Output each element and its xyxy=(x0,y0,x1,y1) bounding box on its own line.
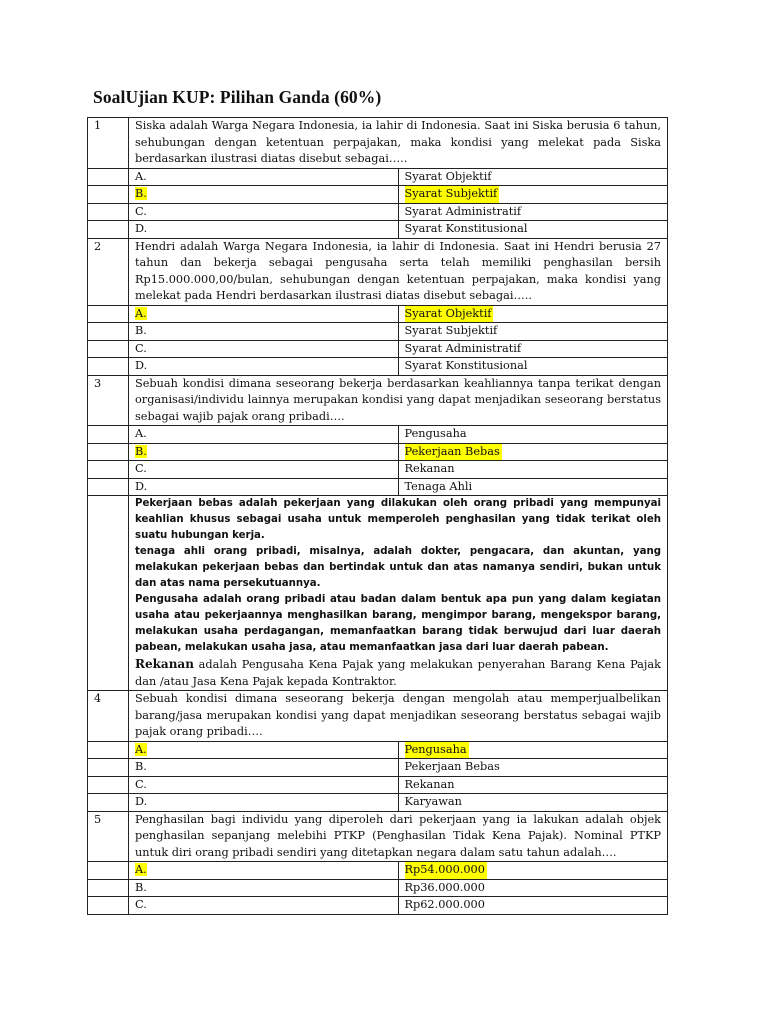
option-letter-text: D. xyxy=(135,359,148,372)
option-letter xyxy=(129,168,399,186)
empty-cell xyxy=(88,221,129,239)
empty-cell xyxy=(88,478,129,496)
option-row xyxy=(88,741,668,759)
option-answer xyxy=(398,897,668,915)
option-text: Tenaga Ahli xyxy=(404,479,473,493)
option-answer xyxy=(398,794,668,812)
option-letter xyxy=(129,340,399,358)
empty-cell xyxy=(88,897,129,915)
question-text: Siska adalah Warga Negara Indonesia, ia lahir di Indonesia. Saat ini Siska berusia 6 tahun, sehubungan dengan ketentuan perpajakan, maka kondisi yang melekat pada Siska berdasarkan ilustrasi diatas disebut sebagai….. xyxy=(129,118,668,169)
question-number: 5 xyxy=(88,811,129,862)
option-letter-text: A. xyxy=(135,306,147,320)
empty-cell xyxy=(88,203,129,221)
option-letter-text: B. xyxy=(135,880,147,894)
option-answer xyxy=(398,478,668,496)
term-rekanan-definition: adalah Pengusaha Kena Pajak yang melakukan penyerahan Barang Kena Pajak dan /atau Jasa Kena Pajak kepada Kontraktor. xyxy=(135,658,661,688)
option-letter xyxy=(129,759,399,777)
empty-cell xyxy=(88,305,129,323)
question-row xyxy=(88,238,668,305)
option-text: Syarat Administratif xyxy=(404,204,522,218)
option-row xyxy=(88,186,668,204)
question-text: Penghasilan bagi individu yang diperoleh dari pekerjaan yang ia lakukan adalah objek penghasilan sepanjang melebihi PTKP (Penghasilan Tidak Kena Pajak). Nominal PTKP untuk diri orang pribadi sendiri yang ditetapkan negara dalam satu tahun adalah…. xyxy=(129,811,668,862)
empty-cell xyxy=(88,340,129,358)
option-letter-text: C. xyxy=(135,341,147,355)
option-row xyxy=(88,323,668,341)
option-letter-text: D. xyxy=(135,479,148,493)
explanation-paragraph-rekanan xyxy=(135,656,661,690)
option-letter-text: C. xyxy=(135,462,147,475)
correct-answer-text: Syarat Subjektif xyxy=(405,186,500,203)
option-letter xyxy=(129,323,399,341)
empty-cell xyxy=(88,461,129,479)
option-text: Pekerjaan Bebas xyxy=(404,760,500,773)
option-letter-text: D. xyxy=(135,222,148,235)
option-row xyxy=(88,443,668,461)
option-text: Syarat Subjektif xyxy=(404,324,498,337)
explanation-paragraph: Pengusaha adalah orang pribadi atau badan dalam bentuk apa pun yang dalam kegiatan usaha atau pekerjaannya menghasilkan barang, mengimpor barang, mengekspor barang, melakukan usaha perdagangan, memanfaatkan barang tidak berwujud dari luar daerah pabean, melakukan usaha jasa, atau memanfaatkan jasa dari luar daerah pabean. xyxy=(135,594,661,653)
option-answer xyxy=(398,358,668,376)
option-answer-correct xyxy=(398,741,668,759)
question-row xyxy=(88,691,668,742)
explanation-paragraph: tenaga ahli orang pribadi, misalnya, adalah dokter, pengacara, dan akuntan, yang melakukan pekerjaan bebas dan bertindak untuk dan atas namanya sendiri, bukan untuk dan atas nama persekutuannya. xyxy=(135,546,661,589)
option-row xyxy=(88,759,668,777)
option-answer xyxy=(398,879,668,897)
option-row xyxy=(88,426,668,444)
question-text: Sebuah kondisi dimana seseorang bekerja berdasarkan keahliannya tanpa terikat dengan organisasi/individu lainnya merupakan kondisi yang dapat menjadikan seseorang berstatus sebagai wajib pajak orang pribadi…. xyxy=(129,375,668,426)
option-row xyxy=(88,168,668,186)
question-number: 3 xyxy=(88,375,129,426)
option-text: Rp62.000.000 xyxy=(404,898,485,911)
empty-cell xyxy=(88,776,129,794)
empty-cell xyxy=(88,426,129,444)
option-row xyxy=(88,879,668,897)
option-text: Syarat Konstitusional xyxy=(404,222,528,235)
option-text: Rekanan xyxy=(404,777,455,791)
option-row xyxy=(88,340,668,358)
correct-answer-text: Pengusaha xyxy=(405,742,469,759)
question-table xyxy=(87,117,668,915)
option-letter-text: A. xyxy=(135,863,147,876)
explanation-cell xyxy=(129,496,668,691)
option-letter xyxy=(129,443,399,461)
question-row xyxy=(88,375,668,426)
option-text: Rp36.000.000 xyxy=(404,880,485,894)
option-letter xyxy=(129,741,399,759)
empty-cell xyxy=(88,794,129,812)
option-letter-text: B. xyxy=(135,760,147,773)
option-answer xyxy=(398,461,668,479)
question-text: Sebuah kondisi dimana seseorang bekerja dengan mengolah atau memperjualbelikan barang/jasa merupakan kondisi yang dapat menjadikan seseorang berstatus sebagai wajib pajak orang pribadi…. xyxy=(129,691,668,742)
option-letter-text: C. xyxy=(135,898,147,911)
option-row xyxy=(88,897,668,915)
option-letter xyxy=(129,879,399,897)
option-text: Syarat Konstitusional xyxy=(404,359,528,372)
option-answer xyxy=(398,340,668,358)
empty-cell xyxy=(88,358,129,376)
empty-cell xyxy=(88,862,129,880)
option-row xyxy=(88,305,668,323)
option-letter xyxy=(129,426,399,444)
option-letter xyxy=(129,186,399,204)
option-letter xyxy=(129,794,399,812)
explanation-row xyxy=(88,496,668,691)
option-letter-text: B. xyxy=(135,324,147,337)
option-letter xyxy=(129,221,399,239)
empty-cell xyxy=(88,323,129,341)
term-rekanan: Rekanan xyxy=(135,657,194,671)
option-text: Pengusaha xyxy=(404,427,467,440)
option-letter xyxy=(129,461,399,479)
option-letter xyxy=(129,776,399,794)
question-row xyxy=(88,811,668,862)
option-letter-text: A. xyxy=(135,169,147,183)
option-row xyxy=(88,358,668,376)
option-letter-text: A. xyxy=(135,427,147,440)
option-row xyxy=(88,794,668,812)
option-letter-text: B. xyxy=(135,187,147,200)
option-row xyxy=(88,776,668,794)
option-letter-text: C. xyxy=(135,777,147,791)
option-answer xyxy=(398,426,668,444)
option-letter xyxy=(129,862,399,880)
option-answer xyxy=(398,168,668,186)
option-answer xyxy=(398,221,668,239)
empty-cell xyxy=(88,741,129,759)
question-number: 2 xyxy=(88,238,129,305)
option-answer-correct xyxy=(398,862,668,880)
option-letter xyxy=(129,478,399,496)
question-number: 4 xyxy=(88,691,129,742)
option-letter xyxy=(129,358,399,376)
explanation-paragraph: Pekerjaan bebas adalah pekerjaan yang dilakukan oleh orang pribadi yang mempunyai keahlian khusus sebagai usaha untuk memperoleh penghasilan yang tidak terikat oleh suatu hubungan kerja. xyxy=(135,498,661,541)
option-letter-text: B. xyxy=(135,444,147,458)
option-letter-text: C. xyxy=(135,204,147,218)
option-answer xyxy=(398,759,668,777)
correct-answer-text: Pekerjaan Bebas xyxy=(405,444,502,461)
option-row xyxy=(88,862,668,880)
option-answer-correct xyxy=(398,443,668,461)
option-answer-correct xyxy=(398,186,668,204)
empty-cell xyxy=(88,496,129,691)
empty-cell xyxy=(88,443,129,461)
option-letter xyxy=(129,305,399,323)
empty-cell xyxy=(88,168,129,186)
option-letter-text: A. xyxy=(135,742,147,756)
question-row xyxy=(88,118,668,169)
option-text: Karyawan xyxy=(404,795,462,808)
correct-answer-text: Rp54.000.000 xyxy=(405,862,487,879)
empty-cell xyxy=(88,879,129,897)
correct-answer-text: Syarat Objektif xyxy=(405,306,494,323)
option-answer xyxy=(398,776,668,794)
option-row xyxy=(88,461,668,479)
option-letter xyxy=(129,203,399,221)
option-text: Rekanan xyxy=(404,462,455,475)
option-row xyxy=(88,221,668,239)
option-text: Syarat Administratif xyxy=(404,341,522,355)
option-answer xyxy=(398,203,668,221)
option-answer xyxy=(398,323,668,341)
option-letter-text: D. xyxy=(135,795,148,808)
option-row xyxy=(88,478,668,496)
question-text: Hendri adalah Warga Negara Indonesia, ia lahir di Indonesia. Saat ini Hendri berusia 27 tahun dan bekerja sebagai pengusaha serta telah memiliki penghasilan bersih Rp15.000.000,00/bulan, sehubungan dengan ketentuan perpajakan, maka kondisi yang melekat pada Hendri berdasarkan ilustrasi diatas disebut sebagai….. xyxy=(129,238,668,305)
empty-cell xyxy=(88,759,129,777)
option-answer-correct xyxy=(398,305,668,323)
option-row xyxy=(88,203,668,221)
empty-cell xyxy=(88,186,129,204)
option-letter xyxy=(129,897,399,915)
option-text: Syarat Objektif xyxy=(404,169,492,183)
document-title: SoalUjian KUP: Pilihan Ganda (60%) xyxy=(93,87,382,107)
question-number: 1 xyxy=(88,118,129,169)
